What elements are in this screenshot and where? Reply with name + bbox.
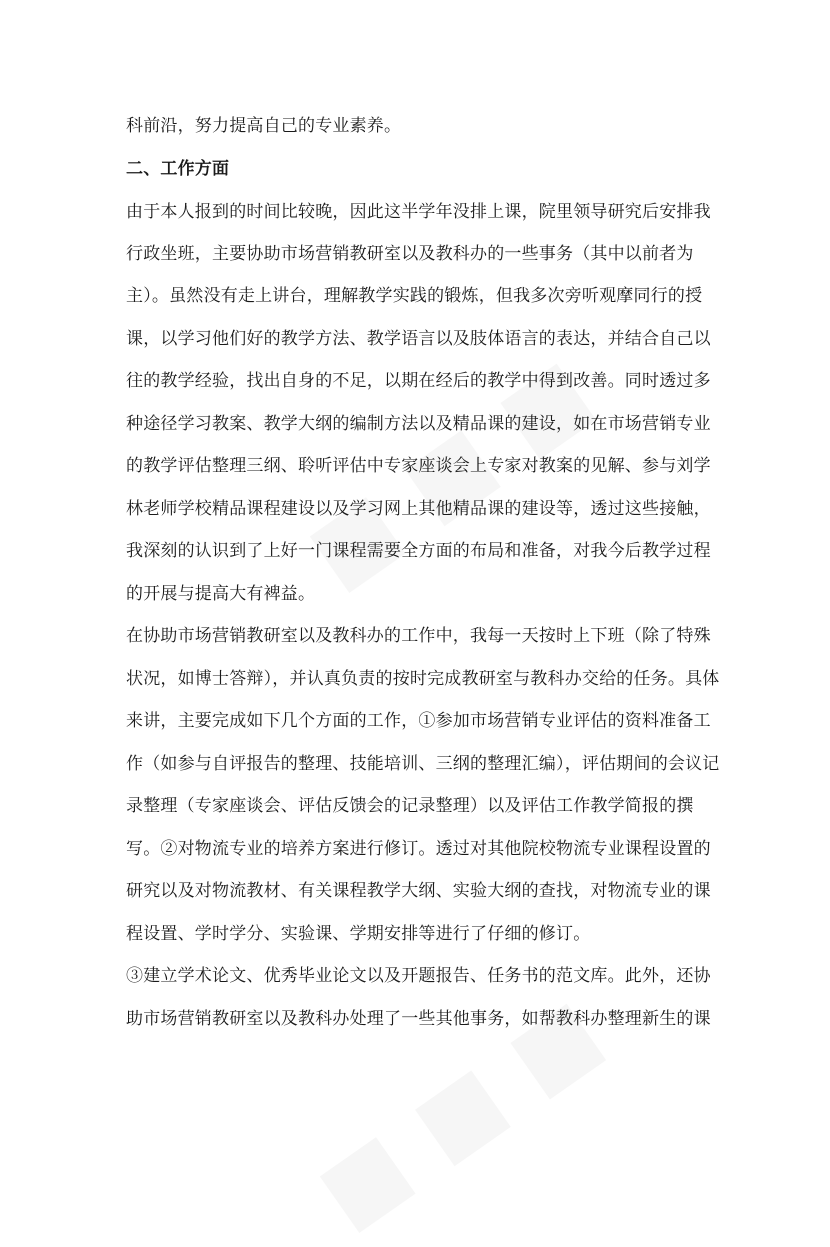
text-line: 由于本人报到的时间比较晚，因此这半学年没排上课，院里领导研究后安排我 (126, 202, 711, 222)
text-line: 录整理（专家座谈会、评估反馈会的记录整理）以及评估工作教学简报的撰 (126, 796, 694, 816)
text-line: 写。②对物流专业的培养方案进行修订。透过对其他院校物流专业课程设置的 (126, 839, 711, 859)
text-line: 状况，如博士答辩），并认真负责的按时完成教研室与教科办交给的任务。具体 (126, 669, 720, 689)
text-line: 研究以及对物流教材、有关课程教学大纲、实验大纲的查找，对物流专业的课 (126, 881, 711, 901)
text-line: 的开展与提高大有裨益。 (126, 584, 316, 604)
text-line: 课，以学习他们好的教学方法、教学语言以及肢体语言的表达，并结合自己以 (126, 329, 711, 349)
text-line: 作（如参与自评报告的整理、技能培训、三纲的整理汇编），评估期间的会议记 (126, 754, 720, 774)
section-heading: 二、工作方面 (126, 159, 230, 179)
text-line: 助市场营销教研室以及教科办处理了一些其他事务，如帮教科办整理新生的课 (126, 1009, 711, 1029)
text-line: 种途径学习教案、教学大纲的编制方法以及精品课的建设，如在市场营销专业 (126, 414, 711, 434)
text-line: ③建立学术论文、优秀毕业论文以及开题报告、任务书的范文库。此外，还协 (126, 966, 711, 986)
text-line: 科前沿，努力提高自己的专业素养。 (126, 116, 402, 136)
text-line: 的教学评估整理三纲、聆听评估中专家座谈会上专家对教案的见解、参与刘学 (126, 456, 711, 476)
text-line: 程设置、学时学分、实验课、学期安排等进行了仔细的修订。 (126, 924, 591, 944)
text-line: 主）。虽然没有走上讲台，理解教学实践的锻炼，但我多次旁听观摩同行的授 (126, 286, 703, 306)
text-line: 往的教学经验，找出自身的不足，以期在经后的教学中得到改善。同时透过多 (126, 371, 711, 391)
text-line: 行政坐班，主要协助市场营销教研室以及教科办的一些事务（其中以前者为 (126, 244, 694, 264)
text-line: 林老师学校精品课程建设以及学习网上其他精品课的建设等，透过这些接触， (126, 499, 711, 519)
text-line: 在协助市场营销教研室以及教科办的工作中，我每一天按时上下班（除了特殊 (126, 626, 711, 646)
text-line: 来讲，主要完成如下几个方面的工作，①参加市场营销专业评估的资料准备工 (126, 711, 711, 731)
text-line: 我深刻的认识到了上好一门课程需要全方面的布局和准备，对我今后教学过程 (126, 541, 711, 561)
